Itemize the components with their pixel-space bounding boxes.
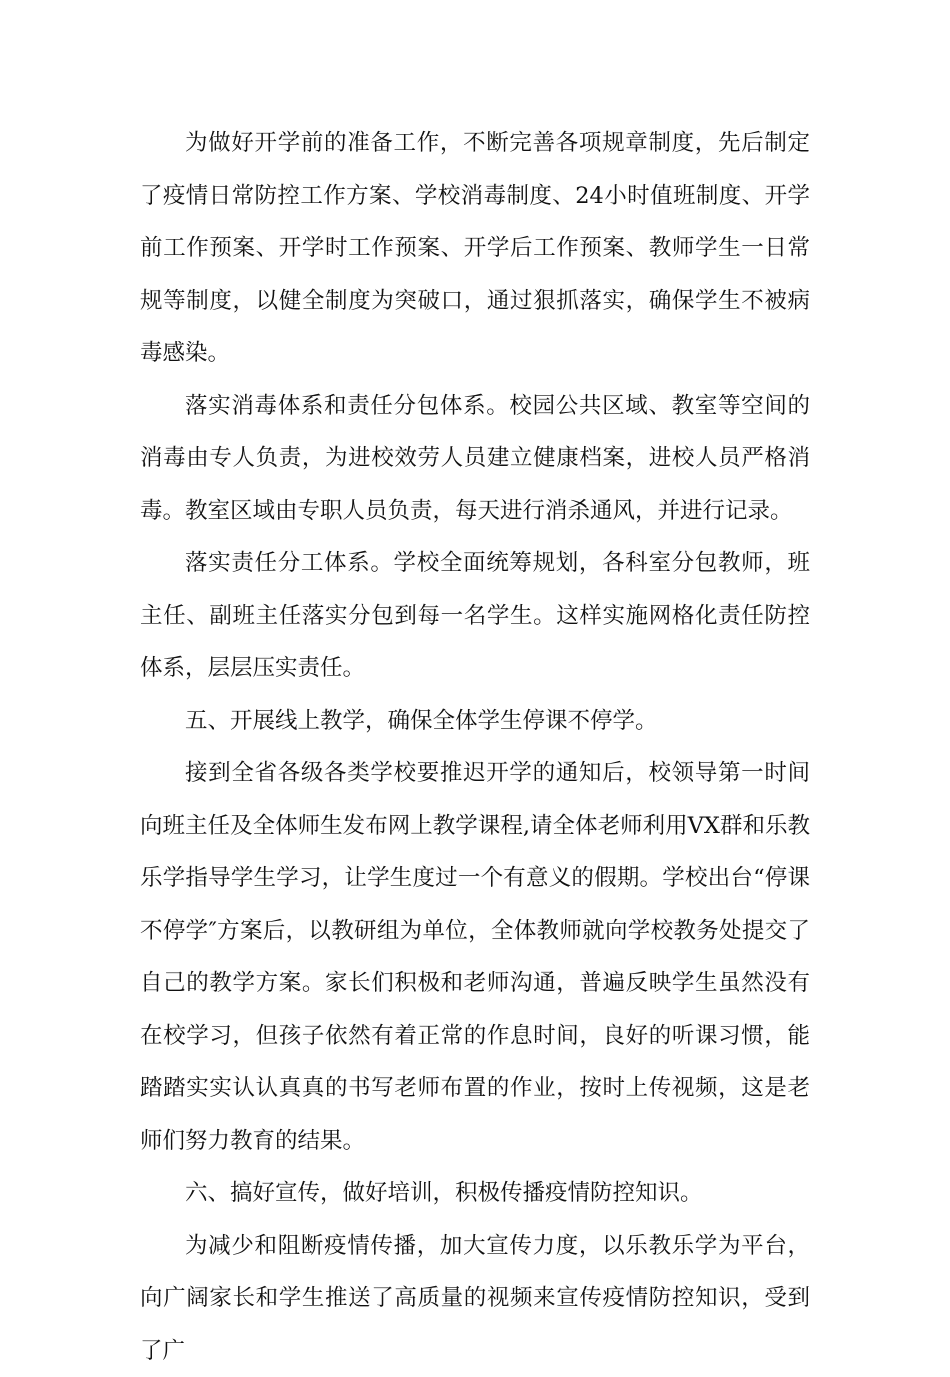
- paragraph-publicity: 为减少和阻断疫情传播，加大宣传力度，以乐教乐学为平台，向广阔家长和学生推送了高质量的视频来宣传疫情防控知识，受到了广: [140, 1220, 810, 1377]
- paragraph-responsibility-system: 落实责任分工体系。学校全面统筹规划，各科室分包教师，班主任、副班主任落实分包到每一名学生。这样实施网格化责任防控体系，层层压实责任。: [140, 537, 810, 695]
- section-heading-online-teaching: 五、开展线上教学，确保全体学生停课不停学。: [140, 695, 810, 748]
- document-body: [140, 117, 810, 1377]
- section-heading-publicity-training: 六、搞好宣传，做好培训，积极传播疫情防控知识。: [140, 1167, 810, 1220]
- paragraph-regulations: 为做好开学前的准备工作，不断完善各项规章制度，先后制定了疫情日常防控工作方案、学校消毒制度、24小时值班制度、开学前工作预案、开学时工作预案、开学后工作预案、教师学生一日常规等制度，以健全制度为突破口，通过狠抓落实，确保学生不被病毒感染。: [140, 117, 810, 380]
- paragraph-disinfection-system: 落实消毒体系和责任分包体系。校园公共区域、教室等空间的消毒由专人负责，为进校效劳人员建立健康档案，进校人员严格消毒。教室区域由专职人员负责，每天进行消杀通风，并进行记录。: [140, 380, 810, 538]
- paragraph-online-teaching: 接到全省各级各类学校要推迟开学的通知后，校领导第一时间向班主任及全体师生发布网上教学课程,请全体老师利用VX群和乐教乐学指导学生学习，让学生度过一个有意义的假期。学校出台“停课不停学″方案后，以教研组为单位，全体教师就向学校教务处提交了自己的教学方案。家长们积极和老师沟通，普遍反映学生虽然没有在校学习，但孩子依然有着正常的作息时间，良好的听课习惯，能踏踏实实认认真真的书写老师布置的作业，按时上传视频，这是老师们努力教育的结果。: [140, 747, 810, 1167]
